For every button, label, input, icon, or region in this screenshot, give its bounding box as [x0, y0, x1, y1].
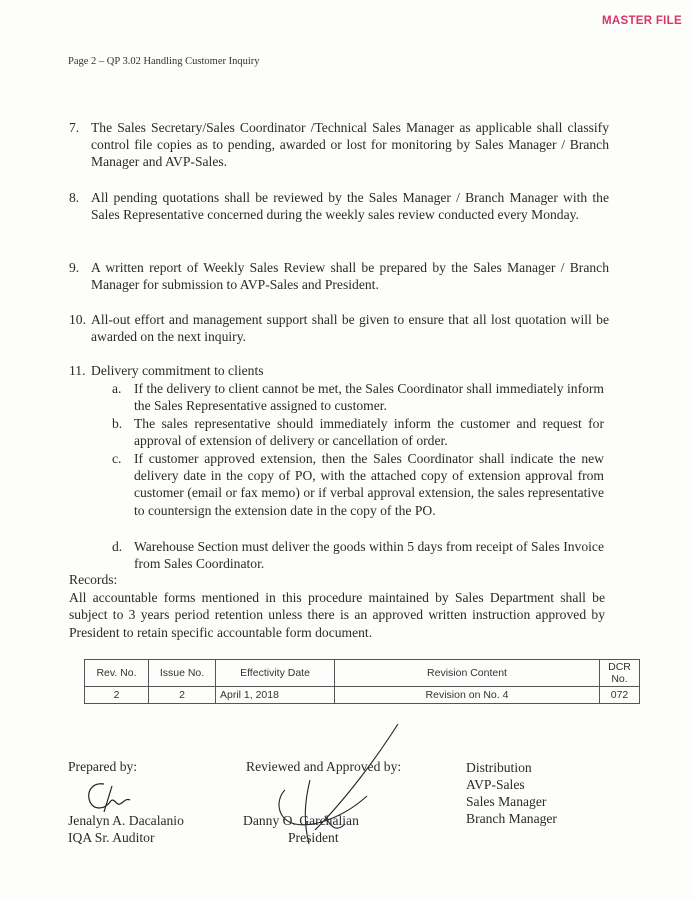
page-header: Page 2 – QP 3.02 Handling Customer Inquiry — [68, 56, 260, 67]
list-item — [69, 189, 609, 223]
item-number: 11. — [69, 363, 86, 378]
distribution-block — [466, 759, 557, 827]
table-cell: Revision on No. 4 — [335, 687, 600, 704]
distribution-label: Distribution — [466, 760, 532, 775]
prepared-by-title: IQA Sr. Auditor — [68, 830, 155, 845]
header-cell: Revision Content — [335, 660, 600, 687]
records-heading: Records: — [69, 572, 118, 587]
sub-item-text: If the delivery to client cannot be met, the Sales Coordinator shall immediately inform the Sales Representative assigned to customer. — [134, 381, 604, 414]
item-text: The Sales Secretary/Sales Coordinator /Technical Sales Manager as applicable shall classify control file copies as to pending, awarded or lost for monitoring by Sales Manager / Branch Manager and AVP-Sales. — [91, 120, 609, 170]
prepared-by-block — [68, 812, 184, 846]
item-text: A written report of Weekly Sales Review shall be prepared by the Sales Manager / Branch Manager for submission to AVP-Sales and President. — [91, 260, 609, 293]
records-text: All accountable forms mentioned in this procedure maintained by Sales Department shall be subject to 3 years period retention unless there is an approved written instruction approved by President to retain specific accountable form document. — [69, 590, 605, 640]
item-number: 10. — [69, 312, 86, 327]
sub-item-letter: d. — [112, 539, 123, 554]
sub-item-text: If customer approved extension, then the Sales Coordinator shall indicate the new delivery date in the copy of PO, with the attached copy of extension approval from customer (email or fax memo) or if verbal approval extension, the sales representative to countersign the extension date in the copy of the PO. — [134, 451, 604, 518]
master-file-stamp: MASTER FILE — [602, 15, 682, 27]
sub-item-letter: c. — [112, 451, 122, 466]
list-item — [69, 311, 609, 345]
sub-item-text: Warehouse Section must deliver the goods within 5 days from receipt of Sales Invoice from Sales Coordinator. — [134, 539, 604, 572]
approved-by-label: Reviewed and Approved by: — [246, 759, 402, 774]
sub-item-letter: b. — [112, 416, 123, 431]
table-cell: 2 — [149, 687, 216, 704]
sub-item — [112, 450, 604, 519]
list-item — [69, 259, 609, 293]
item-number: 9. — [69, 260, 80, 275]
item-text: All pending quotations shall be reviewed by the Sales Manager / Branch Manager with the Sales Representative concerned during the weekly sales review conducted every Monday. — [91, 190, 609, 223]
item-text: All-out effort and management support shall be given to ensure that all lost quotation will be awarded on the next inquiry. — [91, 312, 609, 345]
header-cell: Issue No. — [149, 660, 216, 687]
prepared-signature — [82, 776, 142, 816]
header-cell: DCR No. — [600, 660, 640, 687]
approved-by-block — [243, 812, 398, 846]
distribution-item: AVP-Sales — [466, 777, 525, 792]
table-header-row — [85, 660, 640, 687]
sub-item-text: The sales representative should immediately inform the customer and request for approval of extension of delivery or cancellation of order. — [134, 416, 604, 449]
header-cell: Effectivity Date — [216, 660, 335, 687]
sub-item — [112, 380, 604, 414]
item-text: Delivery commitment to clients — [91, 363, 264, 378]
prepared-by-label: Prepared by: — [68, 759, 138, 774]
revision-table — [84, 659, 640, 704]
list-item — [69, 362, 609, 379]
item-number: 8. — [69, 190, 80, 205]
table-row — [85, 687, 640, 704]
distribution-item: Sales Manager — [466, 794, 547, 809]
table-cell: April 1, 2018 — [216, 687, 335, 704]
sub-item — [112, 415, 604, 449]
table-cell: 072 — [600, 687, 640, 704]
distribution-item: Branch Manager — [466, 811, 557, 826]
approved-by-title: President — [288, 830, 339, 845]
sub-item-letter: a. — [112, 381, 122, 396]
sub-item — [112, 538, 604, 572]
table-cell: 2 — [85, 687, 149, 704]
prepared-by-name: Jenalyn A. Dacalanio — [68, 813, 184, 828]
header-cell: Rev. No. — [85, 660, 149, 687]
list-item — [69, 119, 609, 171]
approved-by-name: Danny O. Garchalian — [243, 813, 359, 828]
item-number: 7. — [69, 120, 80, 135]
